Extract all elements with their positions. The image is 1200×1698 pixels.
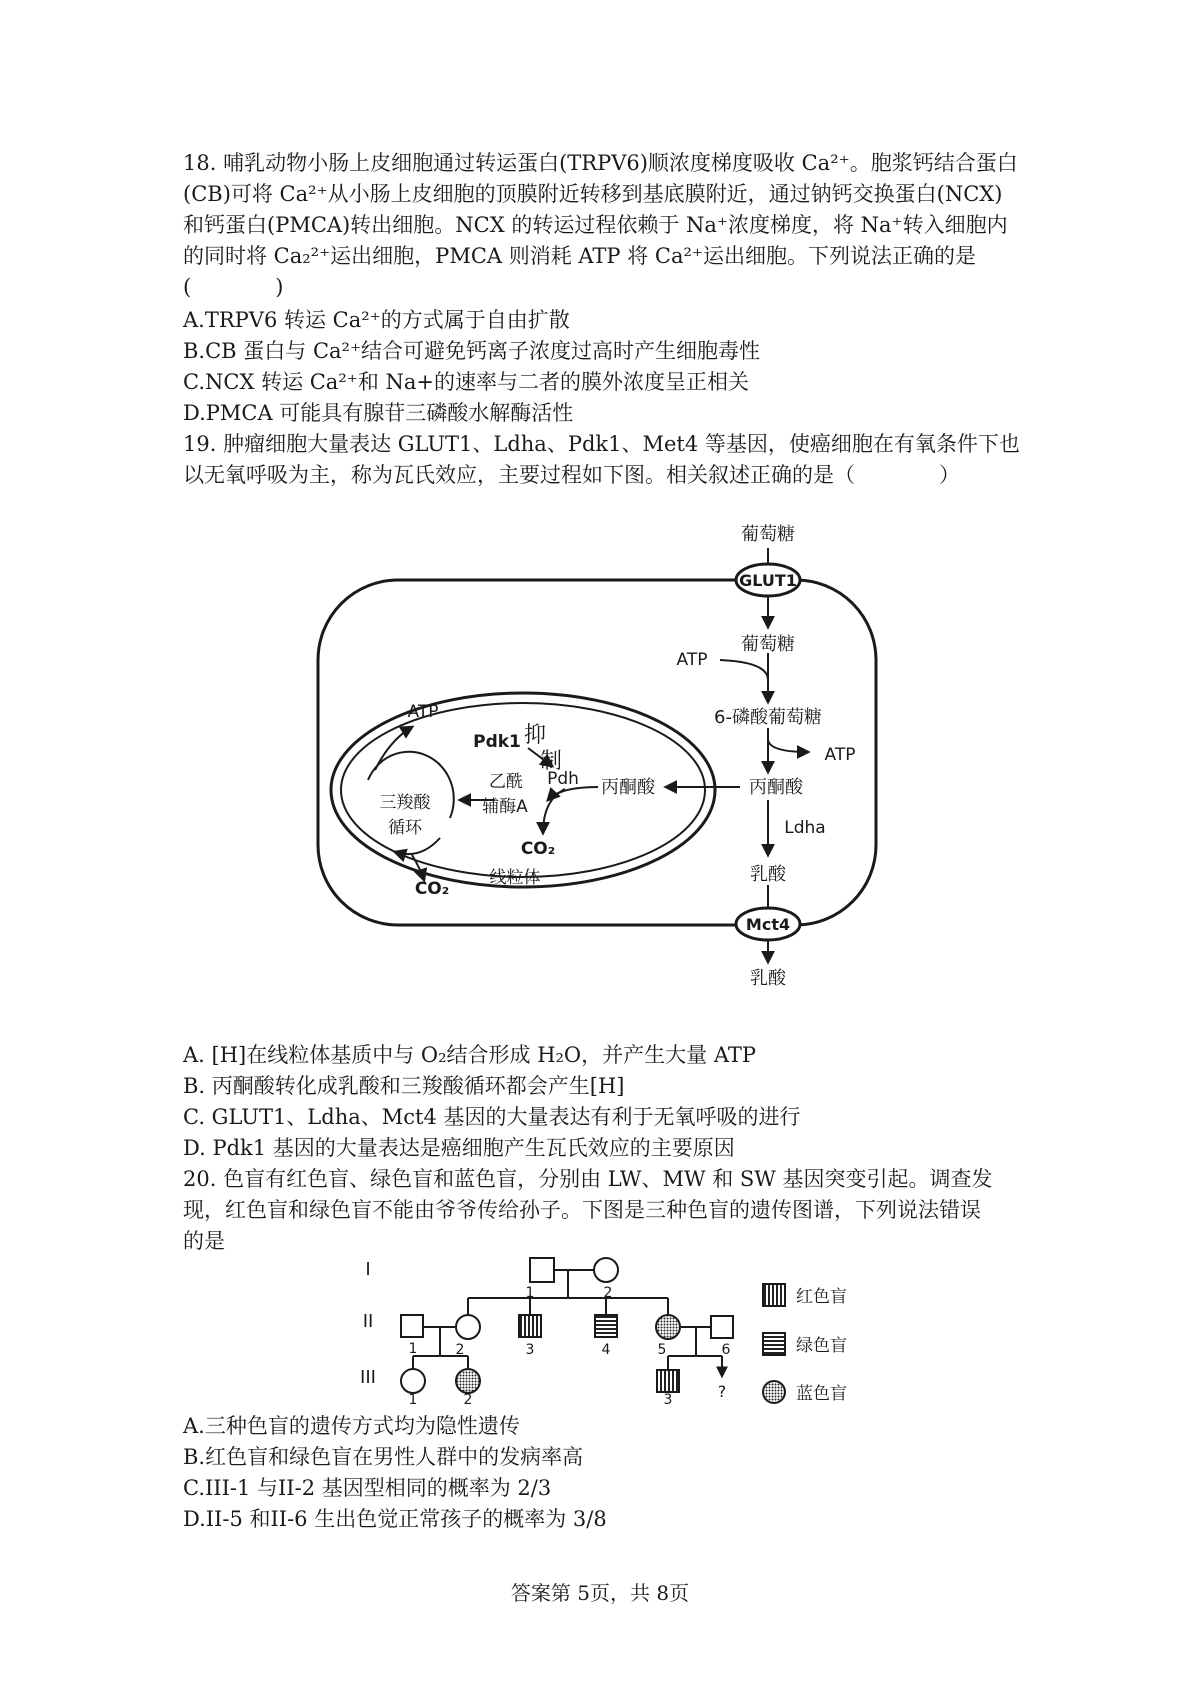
q19-option-a: A. [H]在线粒体基质中与 O₂结合形成 H₂O，并产生大量 ATP: [183, 1043, 756, 1067]
pedigree-ii6-male: [711, 1316, 733, 1338]
atp-tca-label: ATP: [407, 702, 439, 722]
tca-label-2: 循环: [388, 818, 422, 838]
svg-text:1: 1: [408, 1341, 418, 1357]
co2-tca-label: CO₂: [414, 879, 450, 899]
glut1-label: GLUT1: [739, 571, 797, 590]
svg-text:5: 5: [657, 1342, 667, 1358]
pedigree-i1-male: [530, 1258, 554, 1282]
pedigree-i2-female: [594, 1258, 618, 1282]
q18-stem-line: 18. 哺乳动物小肠上皮细胞通过转运蛋白(TRPV6)顺浓度梯度吸收 Ca²⁺。胞浆钙结合蛋白: [183, 151, 1018, 175]
pdk1-label: Pdk1: [473, 732, 521, 752]
svg-text:1: 1: [525, 1285, 535, 1301]
lactate-inside-label: 乳酸: [750, 864, 786, 885]
q20-option-a: A.三种色盲的遗传方式均为隐性遗传: [183, 1414, 520, 1438]
generation-iii-label: III: [360, 1367, 376, 1388]
q18-answer-blank: ( ): [183, 275, 284, 299]
q20-stem-line: 的是: [183, 1229, 225, 1253]
q19-stem-line: 19. 肿瘤细胞大量表达 GLUT1、Ldha、Pdk1、Met4 等基因，使癌细胞在有氧条件下也: [183, 432, 1020, 456]
legend-green-swatch: [763, 1333, 785, 1355]
q20-stem-line: 现，红色盲和绿色盲不能由爷爷传给孙子。下图是三种色盲的遗传图谱，下列说法错误: [183, 1198, 981, 1222]
q18-option-c: C.NCX 转运 Ca²⁺和 Na+的速率与二者的膜外浓度呈正相关: [183, 370, 749, 394]
q19-option-d: D. Pdk1 基因的大量表达是癌细胞产生瓦氏效应的主要原因: [183, 1136, 735, 1160]
svg-text:3: 3: [525, 1342, 535, 1358]
pedigree-iii1-female: [401, 1369, 425, 1393]
pedigree-ii2-female: [456, 1315, 480, 1339]
legend-blue-swatch: [763, 1381, 785, 1403]
q19-stem-line: 以无氧呼吸为主，称为瓦氏效应，主要过程如下图。相关叙述正确的是（ ）: [183, 463, 960, 487]
pyruvate-cytoplasm-label: 丙酮酸: [749, 777, 803, 798]
legend-blue-label: 蓝色盲: [796, 1384, 847, 1404]
glucose-inside-label: 葡萄糖: [741, 634, 795, 655]
pedigree-chart: [0, 1244, 1200, 1404]
pdh-label: Pdh: [547, 769, 579, 789]
acetyl-coa-label-1: 乙酰: [489, 772, 523, 792]
svg-text:2: 2: [603, 1285, 613, 1301]
generation-i-label: I: [365, 1259, 371, 1280]
tca-label-1: 三羧酸: [379, 793, 431, 813]
pedigree-ii1-male: [401, 1315, 423, 1337]
pedigree-ii5-female-blue: [656, 1315, 680, 1339]
svg-text:6: 6: [721, 1342, 731, 1358]
q18-option-b: B.CB 蛋白与 Ca²⁺结合可避免钙离子浓度过高时产生细胞毒性: [183, 339, 761, 363]
q20-option-c: C.III-1 与II-2 基因型相同的概率为 2/3: [183, 1476, 552, 1500]
q18-option-d: D.PMCA 可能具有腺苷三磷酸水解酶活性: [183, 401, 574, 425]
glucose-outside-label: 葡萄糖: [741, 524, 795, 545]
lactate-outside-label: 乳酸: [750, 968, 786, 989]
q19-option-b: B. 丙酮酸转化成乳酸和三羧酸循环都会产生[H]: [183, 1074, 625, 1098]
inhibit-label-2: 制: [540, 749, 563, 774]
legend-red-label: 红色盲: [796, 1287, 847, 1307]
pedigree-iii2-female-blue: [456, 1369, 480, 1393]
warburg-diagram: [0, 510, 1200, 1000]
atp-input-label: ATP: [676, 650, 708, 670]
svg-text:2: 2: [455, 1342, 465, 1358]
acetyl-coa-label-2: 辅酶A: [482, 797, 528, 817]
q18-stem-line: (CB)可将 Ca²⁺从小肠上皮细胞的顶膜附近转移到基底膜附近，通过钠钙交换蛋白(NCX): [183, 182, 1003, 206]
svg-text:4: 4: [601, 1342, 611, 1358]
co2-pdh-label: CO₂: [520, 839, 556, 859]
generation-ii-label: II: [362, 1311, 374, 1332]
atp-output-label: ATP: [824, 745, 856, 765]
q18-stem-line: 的同时将 Ca₂²⁺运出细胞，PMCA 则消耗 ATP 将 Ca²⁺运出细胞。下列说法正确的是: [183, 244, 976, 268]
q18-option-a: A.TRPV6 转运 Ca²⁺的方式属于自由扩散: [183, 308, 570, 332]
pedigree-ii4-male-green: [595, 1315, 617, 1337]
ldha-label: Ldha: [784, 818, 826, 838]
pedigree-iii3-male-red: [657, 1370, 679, 1392]
mct4-label: Mct4: [745, 915, 791, 934]
q18-stem-line: 和钙蛋白(PMCA)转出细胞。NCX 的转运过程依赖于 Na⁺浓度梯度，将 Na⁺转入细胞内: [183, 213, 1008, 237]
q19-option-c: C. GLUT1、Ldha、Mct4 基因的大量表达有利于无氧呼吸的进行: [183, 1105, 801, 1129]
q20-option-b: B.红色盲和绿色盲在男性人群中的发病率高: [183, 1445, 584, 1469]
svg-text:1: 1: [408, 1392, 418, 1404]
svg-text:2: 2: [463, 1392, 473, 1404]
q20-option-d: D.II-5 和II-6 生出色觉正常孩子的概率为 3/8: [183, 1507, 607, 1531]
pedigree-ii3-male-red: [519, 1315, 541, 1337]
pyruvate-mito-label: 丙酮酸: [601, 777, 655, 798]
g6p-label: 6-磷酸葡萄糖: [714, 707, 822, 728]
page-footer: 答案第 5页，共 8页: [510, 1581, 690, 1605]
legend-green-label: 绿色盲: [796, 1336, 847, 1356]
inhibit-label-1: 抑: [524, 723, 547, 748]
unknown-offspring-mark: ?: [717, 1382, 727, 1401]
q20-stem-line: 20. 色盲有红色盲、绿色盲和蓝色盲，分别由 LW、MW 和 SW 基因突变引起。调查发: [183, 1167, 993, 1191]
svg-text:3: 3: [663, 1392, 673, 1404]
legend-red-swatch: [763, 1284, 785, 1306]
mitochondrion-label: 线粒体: [489, 868, 541, 888]
